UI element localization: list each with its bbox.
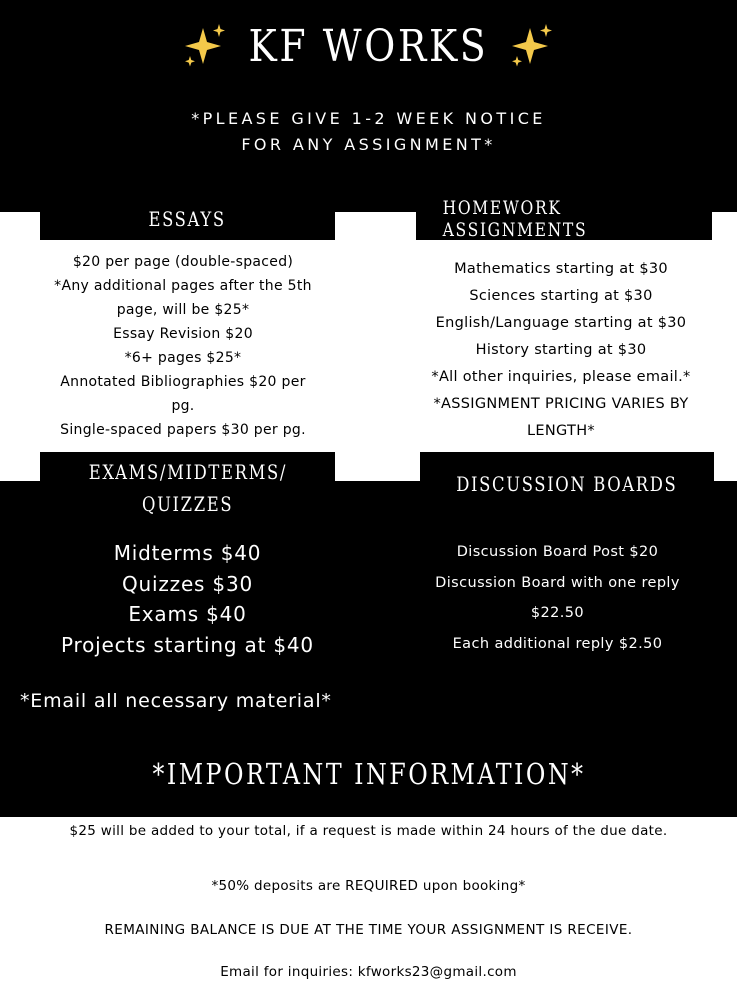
list-item: History starting at $30 <box>475 342 647 358</box>
list-item: English/Language starting at $30 <box>435 315 687 331</box>
homework-list <box>405 256 717 445</box>
late-fee-note: $25 will be added to your total, if a request is made within 24 hours of the due date. <box>69 823 668 839</box>
list-item: Annotated Bibliographies $20 per <box>60 374 306 390</box>
list-item: Single-spaced papers $30 per pg. <box>60 422 306 438</box>
exams-heading <box>40 452 335 524</box>
list-item: Discussion Board Post $20 <box>456 544 659 560</box>
contact-email: Email for inquiries: kfworks23@gmail.com <box>220 964 517 980</box>
discussion-list <box>405 537 710 659</box>
deposit-note: *50% deposits are REQUIRED upon booking* <box>211 878 526 894</box>
list-item: Midterms $40 <box>113 541 262 565</box>
notice <box>0 106 737 158</box>
homework-heading-text: HOMEWORK ASSIGNMENTS <box>442 197 588 241</box>
notice-line: *PLEASE GIVE 1-2 WEEK NOTICE <box>191 109 546 128</box>
list-item: $22.50 <box>530 605 585 621</box>
list-item: *6+ pages $25* <box>124 350 242 366</box>
balance-note: REMAINING BALANCE IS DUE AT THE TIME YOUR ASSIGNMENT IS RECEIVE. <box>104 922 633 938</box>
exams-heading-line: QUIZZES <box>141 492 234 516</box>
list-item: $20 per page (double-spaced) <box>72 254 294 270</box>
list-item: Mathematics starting at $30 <box>454 261 668 277</box>
essays-heading <box>40 198 335 240</box>
important-heading <box>0 752 737 796</box>
list-item: Projects starting at $40 <box>61 632 314 657</box>
discussion-heading <box>420 452 714 516</box>
notice-line: FOR ANY ASSIGNMENT* <box>241 135 496 154</box>
list-item: Each additional reply $2.50 <box>452 635 663 652</box>
list-item: *ASSIGNMENT PRICING VARIES BY <box>433 396 689 412</box>
list-item: Sciences starting at $30 <box>469 288 653 304</box>
exams-list <box>40 538 335 660</box>
list-item: *Any additional pages after the 5th <box>54 278 312 294</box>
sparkle-icon <box>181 22 229 70</box>
list-item: *All other inquiries, please email.* <box>431 369 691 385</box>
sparkle-icon <box>508 22 556 70</box>
email-material-note: *Email all necessary material* <box>20 690 332 712</box>
list-item: LENGTH* <box>527 423 595 439</box>
list-item: Discussion Board with one reply <box>435 574 680 591</box>
list-item: pg. <box>171 398 195 414</box>
list-item: Quizzes $30 <box>121 571 254 596</box>
list-item: Essay Revision $20 <box>113 326 253 342</box>
list-item: page, will be $25* <box>116 302 250 318</box>
title-text: KF WORKS <box>248 20 489 72</box>
homework-heading <box>416 198 712 240</box>
essays-heading-text: ESSAYS <box>148 207 227 231</box>
important-heading-text: *IMPORTANT INFORMATION* <box>152 757 585 791</box>
discussion-heading-text: DISCUSSION BOARDS <box>456 472 678 496</box>
page-title <box>0 14 737 78</box>
list-item: Exams $40 <box>128 602 247 626</box>
essays-list <box>28 250 338 442</box>
exams-heading-line: EXAMS/MIDTERMS/ <box>88 460 287 484</box>
